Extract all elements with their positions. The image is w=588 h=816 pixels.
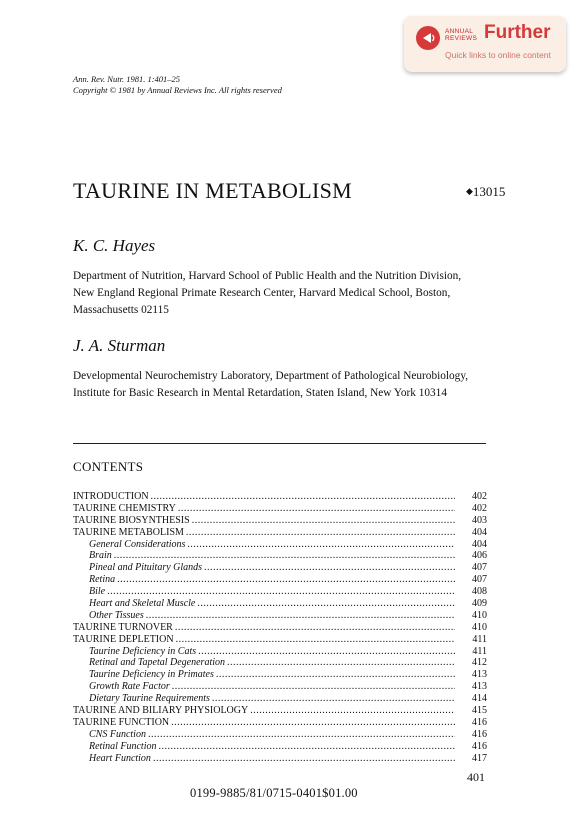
toc-entry-page: 408 (472, 586, 487, 598)
toc-entry-page: 412 (472, 657, 487, 669)
toc-entry-page: 409 (472, 598, 487, 610)
toc-dot-leader (153, 753, 455, 765)
footer-code: 0199-9885/81/0715-0401$01.00 (190, 786, 358, 800)
toc-entry-page: 415 (472, 705, 487, 717)
journal-header (73, 74, 282, 96)
section-divider (73, 443, 486, 444)
toc-entry[interactable] (73, 705, 487, 717)
toc-entry-page: 414 (472, 693, 487, 705)
toc-entry-label: Pineal and Pituitary Glands (89, 562, 203, 574)
diamond-icon: ◆ (466, 186, 473, 196)
toc-entry-label: TAURINE AND BILIARY PHYSIOLOGY (73, 705, 249, 717)
toc-entry-label: Taurine Deficiency in Primates (89, 669, 214, 681)
article-code-number: 13015 (472, 184, 506, 199)
toc-entry-page: 403 (472, 514, 487, 526)
toc-entry-page: 416 (472, 716, 487, 728)
toc-dot-leader (114, 550, 455, 562)
toc-entry-page: 411 (472, 633, 487, 645)
toc-entry[interactable] (73, 741, 487, 753)
toc-dot-leader (198, 646, 455, 658)
table-of-contents (73, 491, 487, 764)
toc-entry-label: TAURINE CHEMISTRY (73, 502, 176, 514)
toc-dot-leader (171, 717, 455, 729)
toc-entry-page: 404 (472, 526, 487, 538)
author-affiliation: Department of Nutrition, Harvard School of Public Health and the Nutrition Division, New England Regional Primate Research Center, Harvard Medical School, Boston, Massachusetts 02115 (73, 270, 462, 316)
toc-dot-leader (197, 598, 455, 610)
toc-dot-leader (117, 574, 455, 586)
toc-dot-leader (178, 503, 455, 515)
toc-entry[interactable] (73, 729, 487, 741)
toc-entry[interactable] (73, 515, 487, 527)
toc-entry[interactable] (73, 562, 487, 574)
toc-entry-page: 407 (472, 562, 487, 574)
toc-entry[interactable] (73, 657, 487, 669)
author-name: J. A. Sturman (73, 336, 166, 355)
badge-brand-line-2: REVIEWS (445, 35, 478, 42)
annual-reviews-logo-icon (416, 26, 440, 50)
toc-entry-page: 406 (472, 550, 487, 562)
toc-entry-label: TAURINE BIOSYNTHESIS (73, 514, 190, 526)
toc-entry[interactable] (73, 693, 487, 705)
toc-dot-leader (227, 657, 455, 669)
toc-dot-leader (192, 515, 455, 527)
badge-brand (445, 28, 477, 42)
toc-dot-leader (186, 527, 455, 539)
toc-entry[interactable] (73, 586, 487, 598)
toc-entry-page: 410 (472, 621, 487, 633)
toc-entry-page: 411 (472, 645, 487, 657)
toc-entry-page: 407 (472, 574, 487, 586)
toc-entry-label: Retinal and Tapetal Degeneration (89, 657, 226, 669)
toc-entry[interactable] (73, 717, 487, 729)
toc-dot-leader (148, 729, 455, 741)
toc-dot-leader (175, 622, 455, 634)
badge-brand-line-1: ANNUAL (445, 28, 474, 35)
toc-entry-label: Taurine Deficiency in Cats (89, 645, 197, 657)
toc-entry-label: Other Tissues (89, 609, 144, 621)
toc-entry-label: TAURINE TURNOVER (73, 621, 173, 633)
toc-entry[interactable] (73, 491, 487, 503)
toc-dot-leader (151, 491, 455, 503)
toc-entry[interactable] (73, 610, 487, 622)
toc-entry-label: CNS Function (89, 728, 146, 740)
copyright-notice: Copyright © 1981 by Annual Reviews Inc. All rights reserved (73, 85, 282, 95)
toc-dot-leader (212, 693, 455, 705)
toc-entry-page: 413 (472, 669, 487, 681)
toc-entry-page: 404 (472, 538, 487, 550)
toc-entry[interactable] (73, 753, 487, 765)
toc-dot-leader (172, 681, 455, 693)
toc-entry-label: TAURINE FUNCTION (73, 716, 170, 728)
page-number: 401 (467, 770, 485, 784)
author-name: K. C. Hayes (73, 236, 156, 255)
toc-entry-page: 417 (472, 752, 487, 764)
toc-entry[interactable] (73, 598, 487, 610)
toc-entry[interactable] (73, 646, 487, 658)
toc-entry-label: Heart Function (89, 752, 151, 764)
contents-heading: CONTENTS (73, 459, 144, 474)
author-affiliation: Developmental Neurochemistry Laboratory, Department of Pathological Neurobiology, Institute for Basic Research in Mental Retardation, Staten Island, New York 10314 (73, 370, 469, 399)
toc-entry[interactable] (73, 574, 487, 586)
toc-entry-page: 413 (472, 681, 487, 693)
toc-entry-label: Dietary Taurine Requirements (89, 693, 210, 705)
toc-entry[interactable] (73, 527, 487, 539)
article-title: TAURINE IN METABOLISM (73, 178, 352, 203)
toc-entry-page: 410 (472, 609, 487, 621)
toc-entry-label: Brain (89, 550, 112, 562)
toc-entry-page: 402 (472, 491, 487, 502)
badge-tagline: Quick links to online content (445, 50, 551, 60)
toc-dot-leader (204, 562, 455, 574)
toc-dot-leader (176, 634, 455, 646)
toc-entry-label: Heart and Skeletal Muscle (89, 598, 196, 610)
toc-entry[interactable] (73, 669, 487, 681)
toc-dot-leader (159, 741, 456, 753)
toc-entry[interactable] (73, 539, 487, 551)
toc-dot-leader (107, 586, 455, 598)
toc-entry-page: 416 (472, 728, 487, 740)
article-code (466, 184, 522, 200)
toc-entry-label: Retinal Function (89, 740, 157, 752)
toc-dot-leader (216, 669, 455, 681)
toc-dot-leader (187, 539, 455, 551)
toc-entry-label: General Considerations (89, 538, 186, 550)
toc-dot-leader (146, 610, 455, 622)
toc-entry-label: Retina (89, 574, 116, 586)
journal-citation: Ann. Rev. Nutr. 1981. 1:401–25 (73, 74, 181, 84)
toc-entry-label: INTRODUCTION (73, 491, 149, 502)
annual-reviews-further-badge[interactable] (404, 16, 566, 72)
toc-entry[interactable] (73, 622, 487, 634)
toc-entry-label: Bile (89, 586, 106, 598)
toc-entry-label: Growth Rate Factor (89, 681, 170, 693)
toc-entry[interactable] (73, 634, 487, 646)
toc-entry-label: TAURINE METABOLISM (73, 526, 184, 538)
badge-word: Further (484, 22, 551, 43)
toc-entry-label: TAURINE DEPLETION (73, 633, 174, 645)
toc-entry-page: 416 (472, 740, 487, 752)
toc-entry[interactable] (73, 503, 487, 515)
toc-entry[interactable] (73, 681, 487, 693)
toc-entry[interactable] (73, 550, 487, 562)
toc-entry-page: 402 (472, 502, 487, 514)
toc-dot-leader (250, 705, 455, 717)
